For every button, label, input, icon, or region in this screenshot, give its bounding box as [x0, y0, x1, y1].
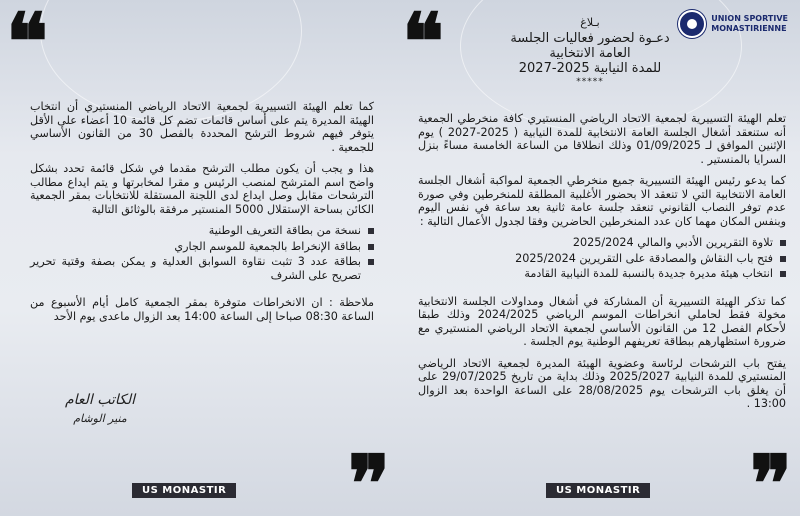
- open-quote-icon: ❝: [6, 0, 48, 88]
- club-tag: US MONASTIR: [132, 483, 236, 498]
- club-name-line1: UNION SPORTIVE: [711, 14, 788, 23]
- subheading-line: العامة الانتخابية: [549, 46, 631, 61]
- bullet-icon: [368, 244, 374, 250]
- note-text: ملاحظة : ان الانخراطات متوفرة بمقر الجمعية كامل أيام الأسبوع من الساعة 08:30 صباحا إلى الساعة 14:00 بعد الزوال ماعدى يوم الأحد: [30, 296, 374, 323]
- right-paragraph-4: يفتح باب الترشحات لرئاسة وعضوية الهيئة المديرة لجمعية الاتحاد الرياضي المنستيري للمدة النيابية 2025/2027 وذلك بداية من تاريخ 29/07/2025 على أن يغلق باب الترشحات يوم 28/08/2025 على الساعة الواحدة بعد الزوال 13:00 .: [418, 356, 787, 410]
- left-body: [30, 100, 374, 331]
- list-item: بطاقة عدد 3 تثبت نقاوة السوابق العدلية و يمكن بصفة وقتية تحرير تصريح على الشرف: [30, 255, 374, 282]
- club-tag: US MONASTIR: [546, 483, 650, 498]
- list-item: انتخاب هيئة مديرة جديدة بالنسبة للمدة النيابية القادمة: [418, 267, 786, 281]
- right-paragraph-1: تعلم الهيئة التسييرية لجمعية الاتحاد الرياضي المنستيري كافة منخرطي الجمعية أنه ستنعقد أشغال الجلسة العامة الانتخابية للمدة النيابية ( 2025-2027 ) يوم الإثنين الموافق لـ 01/09/2025 وذلك انطلاقا من الساعة الخامسة مساءً بنزل السرايا بالمنستير .: [418, 112, 787, 166]
- right-body: [418, 112, 786, 419]
- left-paragraph-1: كما تعلم الهيئة التسييرية لجمعية الاتحاد الرياضي المنستيري أن انتخاب الهيئة المديرة يتم على أساس قائمات تضم كل قائمة 10 أعضاء على الأقل يتوفر فيهم شروط الترشح المحددة بالفصل 30 من القانون الأساسي للجمعية .: [30, 100, 375, 154]
- subheading-line: دعـوة لحضور فعاليات الجلسة: [510, 31, 670, 46]
- subheading-line: للمدة النيابية 2025-2027: [518, 61, 662, 76]
- signature: [60, 392, 140, 425]
- right-panel: [400, 0, 800, 516]
- announcement-title: بـلاغ: [580, 16, 600, 29]
- right-paragraph-3: كما تذكر الهيئة التسييرية أن المشاركة في أشغال ومداولات الجلسة الانتخابية مخولة فقط لحاملي انخراطات الموسم الرياضي 2024/2025 وذلك طبقا لأحكام الفصل 12 من القانون الأساسي لجمعية الاتحاد الرياضي المنستيري مع ضرورة استظهارهم ببطاقة تعريفهم الوطنية يوم الجلسة .: [418, 294, 786, 348]
- list-item: تلاوة التقريرين الأدبي والمالي 2025/2024: [418, 236, 786, 250]
- signature-title: الكاتب العام: [64, 392, 136, 408]
- signature-name: منير الوشام: [73, 412, 127, 425]
- agenda-list: [418, 236, 786, 281]
- list-item: نسخة من بطاقة التعريف الوطنية: [30, 224, 374, 238]
- list-item: بطاقة الإنخراط بالجمعية للموسم الجاري: [30, 240, 374, 254]
- right-paragraph-2: كما يدعو رئيس الهيئة التسييرية جميع منخرطي الجمعية لمواكبة أشغال الجلسة العامة الانتخابية التي لا تنعقد الا بحضور الأغلبية المطلقة للمنخرطين وفي صورة عدم توفر النصاب القانوني تنعقد جلسة عامة ثانية بعد ساعة في نفس اليوم وبنفس المكان مهما كان عدد المنخرطين الحاضرين وفقا لجدول الأعمال التالية :: [418, 174, 786, 228]
- close-quote-icon: ❞: [750, 439, 792, 516]
- left-paragraph-2: هذا و يجب أن يكون مطلب الترشح مقدما في شكل قائمة تحدد بشكل واضح اسم المترشح لمنصب الرئيس و مقرا لمخابرتها و يتم ايداع مطالب الترشحات مقابل وصل ايداع لدى اللجنة المستقلة للانتخابات بمقر الجمعية الكائن بساحة الإستقلال 5000 المنستير مرفقة بالوثائق التالية: [30, 162, 374, 216]
- bullet-icon: [368, 228, 374, 234]
- bullet-icon: [780, 256, 786, 262]
- bullet-icon: [780, 240, 786, 246]
- close-quote-icon: ❞: [348, 439, 390, 516]
- bullet-icon: [368, 259, 374, 265]
- open-quote-icon: ❝: [402, 0, 444, 88]
- list-item: فتح باب النقاش والمصادقة على التقريرين 2025/2024: [418, 252, 786, 266]
- announcement-header: [480, 16, 700, 87]
- bullet-icon: [780, 271, 786, 277]
- documents-list: [30, 224, 374, 282]
- separator-stars: *****: [576, 77, 604, 87]
- club-name-line2: MONASTIRIENNE: [711, 24, 787, 33]
